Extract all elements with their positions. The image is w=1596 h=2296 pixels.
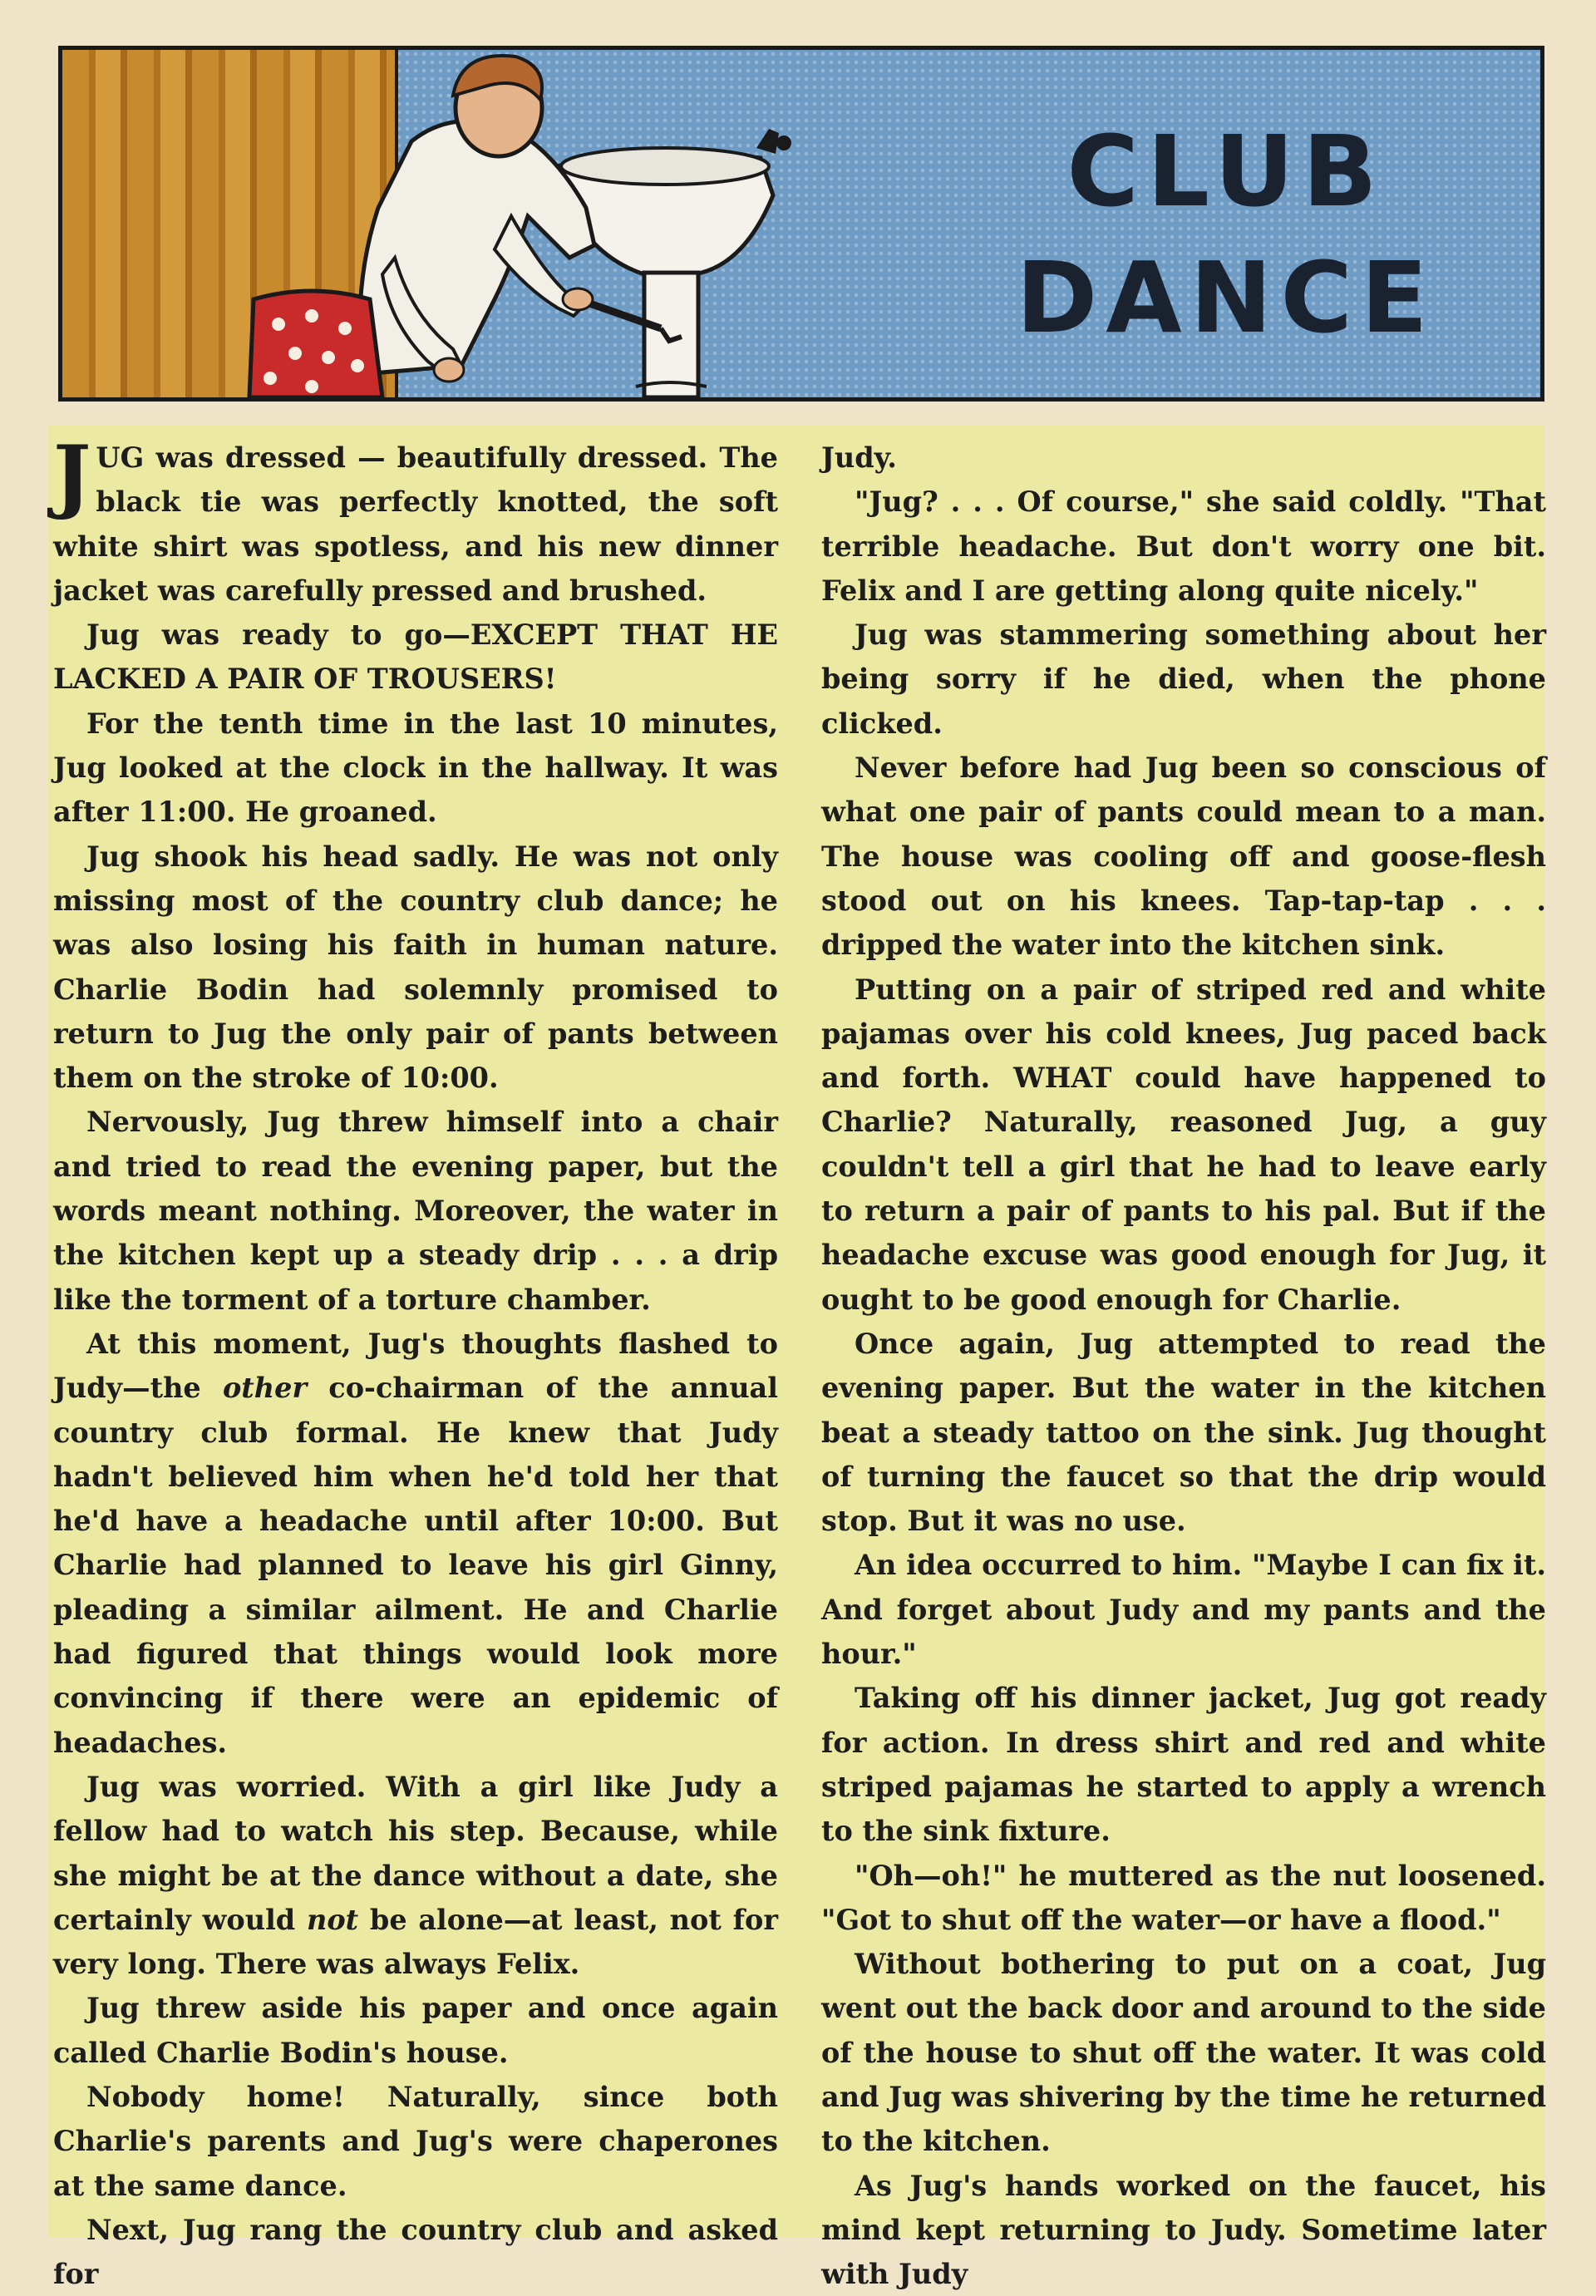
paragraph: Once again, Jug attempted to read the evening paper. But the water in the kitchen beat a steady tattoo on the sink. Jug thought of turning the faucet so that the drip would stop. But it was no use. <box>821 1327 1546 1538</box>
paragraph: Jug threw aside his paper and once again called Charlie Bodin's house. <box>53 1992 778 2069</box>
story-title <box>935 108 1517 361</box>
story-text-panel <box>48 426 1546 2291</box>
paragraph: Without bothering to put on a coat, Jug went out the back door and around to the side of the house to shut off the water. It was cold and Jug was shivering by the time he returned to the kitchen. <box>821 1948 1546 2158</box>
paragraph: Jug shook his head sadly. He was not only missing most of the country club dance; he was also losing his faith in human nature. Charlie Bodin had solemnly promised to return to Jug the only pair of pants between them on the stroke of 10:00. <box>53 840 778 1095</box>
paragraph: Putting on a pair of striped red and white pajamas over his cold knees, Jug paced back and forth. WHAT could have happened to Charlie? Naturally, reasoned Jug, a guy couldn't tell a girl that he had to leave early to return a pair of pants to his pal. But if the headache excuse was good enough for Jug, it ought to be good enough for Charlie. <box>821 973 1546 1316</box>
title-line-1: CLUB <box>1066 114 1386 229</box>
left-column <box>53 428 778 2296</box>
paragraph: Jug was ready to go—EXCEPT THAT HE LACKED A PAIR OF TROUSERS! <box>53 618 778 696</box>
paragraph: Taking off his dinner jacket, Jug got ready for action. In dress shirt and red and white striped pajamas he started to apply a wrench to the sink fixture. <box>821 1682 1546 1848</box>
paragraph: As Jug's hands worked on the faucet, his mind kept returning to Judy. Sometime later with Judy <box>821 2169 1546 2291</box>
paragraph: Nobody home! Naturally, since both Charlie's parents and Jug's were chaperones at the same dance. <box>53 2080 778 2202</box>
title-line-2: DANCE <box>1016 240 1436 355</box>
paragraph: Nervously, Jug threw himself into a chair and tried to read the evening paper, but the words meant nothing. Moreover, the water in the kitchen kept up a steady drip . . . a drip like the torment of a torture chamber. <box>53 1106 778 1316</box>
title-banner <box>58 46 1544 402</box>
right-column <box>821 436 1546 2296</box>
paragraph: Next, Jug rang the country club and asked for <box>53 2213 778 2291</box>
paragraph: JUG was dressed — beautifully dressed. The black tie was perfectly knotted, the soft white shirt was spotless, and his new dinner jacket was carefully pressed and brushed. <box>53 428 778 607</box>
paragraph: "Oh—oh!" he muttered as the nut loosened. "Got to shut off the water—or have a flood." <box>821 1859 1546 1936</box>
paragraph: Jug was stammering something about her being sorry if he died, when the phone clicked. <box>821 618 1546 740</box>
paragraph: An idea occurred to him. "Maybe I can fix it. And forget about Judy and my pants and the hour." <box>821 1549 1546 1671</box>
paragraph: For the tenth time in the last 10 minutes, Jug looked at the clock in the hallway. It was after 11:00. He groaned. <box>53 707 778 829</box>
paragraph: Jug was worried. With a girl like Judy a fellow had to watch his step. Because, while she might be at the dance without a date, she certainly would not be alone—at least, not for very long. There was always Felix. <box>53 1770 778 1981</box>
drop-cap: J <box>53 428 91 522</box>
paragraph: At this moment, Jug's thoughts flashed to Judy—the other co-chairman of the annual country club formal. He knew that Judy hadn't believed him when he'd told her that he'd have a headache until after 10:00. But Charlie had planned to leave his girl Ginny, pleading a similar ailment. He and Charlie had figured that things would look more convincing if there were an epidemic of headaches. <box>53 1327 778 1759</box>
paragraph: "Jug? . . . Of course," she said coldly. "That terrible headache. But don't worry one bit. Felix and I are getting along quite nicely." <box>821 485 1546 607</box>
paragraph: Judy. <box>821 441 897 474</box>
paragraph: Never before had Jug been so conscious of what one pair of pants could mean to a man. The house was cooling off and goose-flesh stood out on his knees. Tap-tap-tap . . . dripped the water into the kitchen sink. <box>821 751 1546 962</box>
